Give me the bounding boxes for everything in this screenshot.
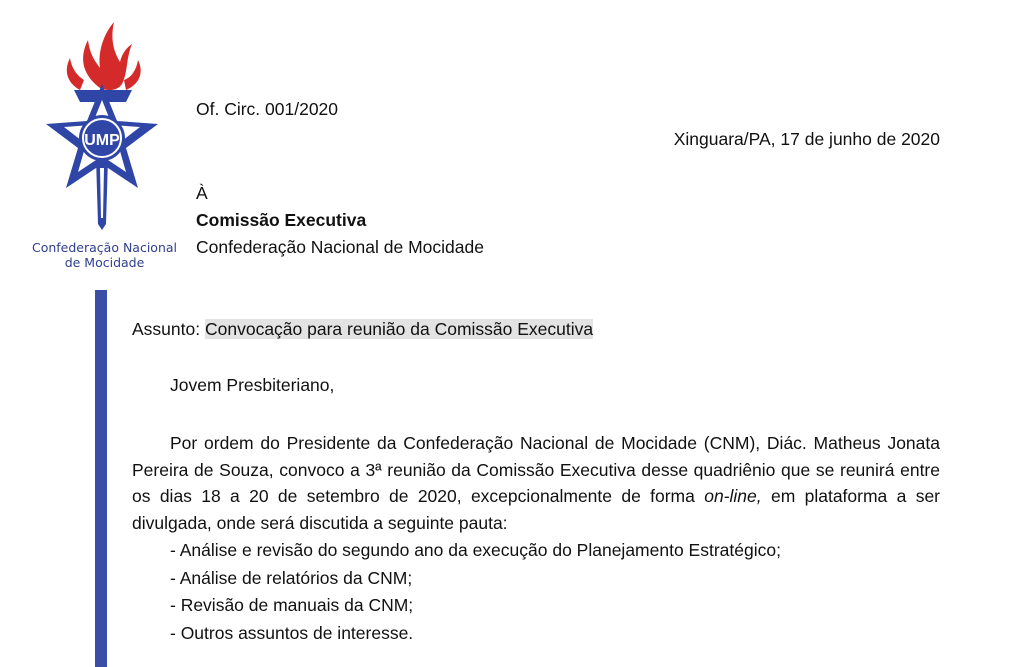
logo-caption-line2: de Mocidade — [64, 255, 145, 270]
body-text-part2: em plataforma a ser divulgada, onde será discutida a seguinte pauta: — [132, 486, 941, 533]
emblem-monogram: UMP — [84, 132, 120, 149]
logo-caption-line1: Confederação Nacional — [31, 240, 178, 255]
body-text-italic: on-line, — [704, 486, 762, 506]
subject-line — [132, 318, 593, 340]
body-text-part1: Por ordem do Presidente da Confederação Nacional de Mocidade (CNM), Diác. Matheus Jonata Pereira de Souza, convoco a 3ª reunião da Comissão Executiva desse quadriênio que se reunirá entre os dias 18 a 20 de setembro de 2020, excepcionalmente de forma — [132, 433, 940, 506]
body-paragraph — [132, 430, 940, 536]
agenda-list — [170, 537, 781, 647]
flame-icon — [67, 22, 141, 90]
subject-text: Convocação para reunião da Comissão Executiva — [204, 319, 594, 339]
subject-label: Assunto: — [132, 319, 201, 339]
recipient-organization: Confederação Nacional de Mocidade — [196, 237, 484, 257]
document-reference: Of. Circ. 001/2020 — [196, 99, 339, 119]
place-and-date: Xinguara/PA, 17 de junho de 2020 — [673, 129, 940, 149]
torch-star-emblem — [22, 18, 182, 240]
recipient-prefix: À — [196, 183, 208, 203]
agenda-item: - Revisão de manuais da CNM; — [170, 595, 414, 615]
ump-logo — [22, 18, 182, 278]
agenda-item: - Outros assuntos de interesse. — [170, 622, 414, 643]
decorative-side-bar — [95, 290, 107, 667]
logo-caption — [22, 240, 187, 270]
greeting: Jovem Presbiteriano, — [170, 375, 335, 395]
agenda-item: - Análise de relatórios da CNM; — [170, 567, 413, 588]
agenda-item: - Análise e revisão do segundo ano da execução do Planejamento Estratégico; — [170, 540, 781, 560]
recipient-title: Comissão Executiva — [196, 210, 367, 230]
